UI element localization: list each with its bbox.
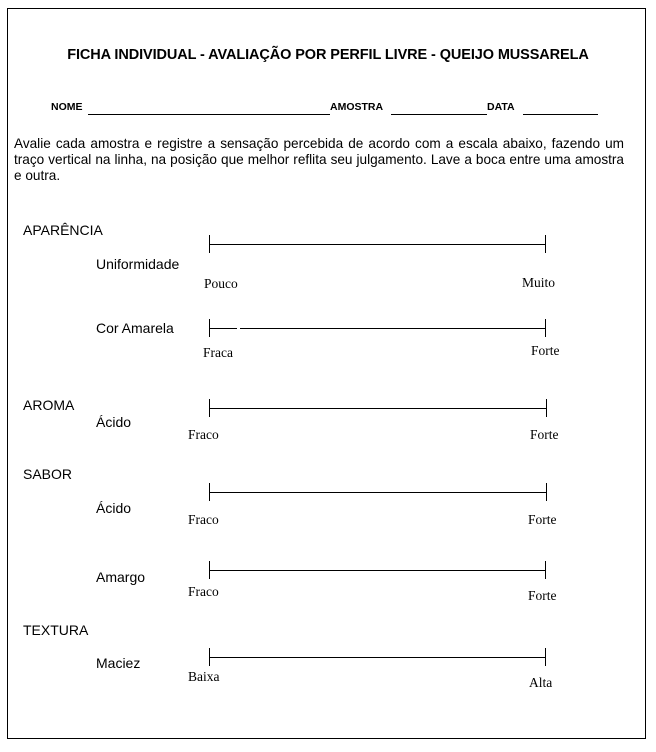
anchor-low-acido-sabor: Fraco xyxy=(188,512,219,527)
attribute-acido-aroma: Ácido xyxy=(96,414,132,430)
category-aparencia: APARÊNCIA xyxy=(23,222,103,238)
attribute-acido-sabor: Ácido xyxy=(96,500,132,516)
scale-tick-right xyxy=(545,648,546,666)
scale-tick-left xyxy=(209,235,210,253)
scale-line-amargo[interactable] xyxy=(209,570,546,571)
anchor-low-acido-aroma: Fraco xyxy=(188,427,219,442)
anchor-low-amargo: Fraco xyxy=(188,584,219,599)
attribute-uniformidade: Uniformidade xyxy=(96,256,180,272)
anchor-high-cor-amarela: Forte xyxy=(531,343,560,358)
anchor-low-maciez: Baixa xyxy=(188,669,220,684)
anchor-high-amargo: Forte xyxy=(528,588,557,603)
scale-line-acido-sabor[interactable] xyxy=(209,492,547,493)
score-sheet xyxy=(7,8,646,739)
name-label: NOME xyxy=(51,101,83,113)
anchor-high-acido-sabor: Forte xyxy=(528,512,557,527)
scale-tick-left xyxy=(209,561,210,579)
scale-line-cor-amarela-b[interactable] xyxy=(240,328,546,329)
scale-tick-left xyxy=(209,399,210,417)
scale-tick-left xyxy=(209,319,210,337)
scale-tick-right xyxy=(546,483,547,501)
scale-tick-right xyxy=(545,235,546,253)
sample-field[interactable] xyxy=(391,114,487,115)
attribute-amargo: Amargo xyxy=(96,569,146,585)
category-textura: TEXTURA xyxy=(23,622,89,638)
date-label: DATA xyxy=(487,101,515,113)
scale-tick-right xyxy=(545,319,546,337)
sample-label: AMOSTRA xyxy=(330,101,384,113)
scale-tick-left xyxy=(209,483,210,501)
category-sabor: SABOR xyxy=(23,466,73,482)
scale-tick-left xyxy=(209,648,210,666)
sheet-title: FICHA INDIVIDUAL - AVALIAÇÃO POR PERFIL LIVRE - QUEIJO MUSSARELA xyxy=(67,47,589,63)
scale-line-maciez[interactable] xyxy=(209,657,546,658)
scale-line-cor-amarela-a[interactable] xyxy=(209,328,237,329)
date-field[interactable] xyxy=(523,114,598,115)
instructions: Avalie cada amostra e registre a sensação percebida de acordo com a escala abaixo, fazendo um traço vertical na linha, na posição que melhor reflita seu julgamento. Lave a boca entre uma amostra e outra. xyxy=(14,136,624,183)
scale-line-uniformidade[interactable] xyxy=(209,244,546,245)
scale-tick-right xyxy=(545,561,546,579)
anchor-high-uniformidade: Muito xyxy=(522,275,556,290)
anchor-high-maciez: Alta xyxy=(529,675,553,690)
category-aroma: AROMA xyxy=(23,397,75,413)
scale-tick-right xyxy=(546,399,547,417)
scale-line-acido-aroma[interactable] xyxy=(209,408,547,409)
anchor-low-cor-amarela: Fraca xyxy=(203,345,233,360)
anchor-high-acido-aroma: Forte xyxy=(530,427,559,442)
name-field[interactable] xyxy=(88,114,330,115)
attribute-maciez: Maciez xyxy=(96,655,141,671)
anchor-low-uniformidade: Pouco xyxy=(204,276,238,291)
attribute-cor-amarela: Cor Amarela xyxy=(96,320,174,336)
